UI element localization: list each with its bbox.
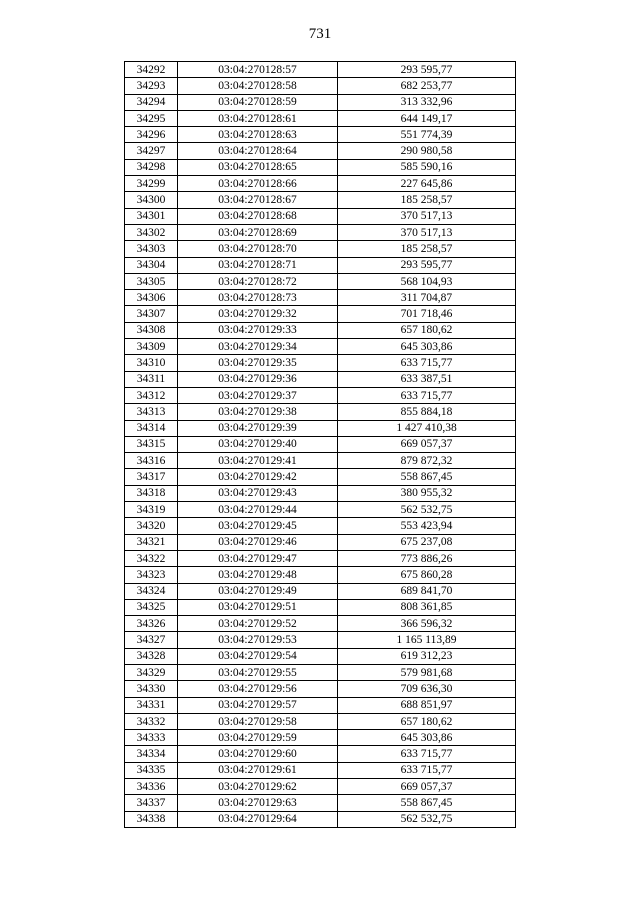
cadastral-value-cell: 688 851,97 [338, 697, 516, 713]
cadastral-value-cell: 657 180,62 [338, 322, 516, 338]
table-row [125, 502, 516, 518]
table-row [125, 583, 516, 599]
cadastral-value-cell: 657 180,62 [338, 713, 516, 729]
cadastral-number-cell: 03:04:270129:38 [178, 404, 338, 420]
row-number-cell: 34335 [125, 762, 178, 778]
table-row [125, 550, 516, 566]
row-number-cell: 34299 [125, 176, 178, 192]
cadastral-number-cell: 03:04:270129:59 [178, 730, 338, 746]
table-row [125, 387, 516, 403]
cadastral-value-cell: 633 387,51 [338, 371, 516, 387]
cadastral-value-cell: 370 517,13 [338, 224, 516, 240]
row-number-cell: 34328 [125, 648, 178, 664]
row-number-cell: 34293 [125, 78, 178, 94]
table-row [125, 241, 516, 257]
cadastral-value-cell: 645 303,86 [338, 339, 516, 355]
cadastral-value-cell: 675 860,28 [338, 567, 516, 583]
table-row [125, 176, 516, 192]
table-row [125, 290, 516, 306]
table-row [125, 110, 516, 126]
table-row [125, 453, 516, 469]
table-row [125, 567, 516, 583]
row-number-cell: 34326 [125, 616, 178, 632]
table-row [125, 746, 516, 762]
page-number: 731 [308, 26, 332, 42]
row-number-cell: 34309 [125, 339, 178, 355]
table-row [125, 485, 516, 501]
cadastral-number-cell: 03:04:270128:67 [178, 192, 338, 208]
table-row [125, 648, 516, 664]
cadastral-number-cell: 03:04:270128:59 [178, 94, 338, 110]
cadastral-value-cell: 709 636,30 [338, 681, 516, 697]
cadastral-number-cell: 03:04:270129:54 [178, 648, 338, 664]
table-row [125, 795, 516, 811]
table-row [125, 616, 516, 632]
cadastral-value-cell: 855 884,18 [338, 404, 516, 420]
cadastral-number-cell: 03:04:270129:35 [178, 355, 338, 371]
row-number-cell: 34322 [125, 550, 178, 566]
cadastral-number-cell: 03:04:270129:43 [178, 485, 338, 501]
cadastral-value-cell: 669 057,37 [338, 779, 516, 795]
cadastral-value-cell: 293 595,77 [338, 62, 516, 78]
cadastral-value-cell: 644 149,17 [338, 110, 516, 126]
row-number-cell: 34320 [125, 518, 178, 534]
cadastral-value-cell: 619 312,23 [338, 648, 516, 664]
cadastral-value-cell: 227 645,86 [338, 176, 516, 192]
row-number-cell: 34298 [125, 159, 178, 175]
cadastral-number-cell: 03:04:270129:33 [178, 322, 338, 338]
table-row [125, 143, 516, 159]
cadastral-number-cell: 03:04:270129:47 [178, 550, 338, 566]
row-number-cell: 34306 [125, 290, 178, 306]
table-row [125, 697, 516, 713]
cadastral-number-cell: 03:04:270129:40 [178, 436, 338, 452]
row-number-cell: 34315 [125, 436, 178, 452]
cadastral-number-cell: 03:04:270129:49 [178, 583, 338, 599]
row-number-cell: 34314 [125, 420, 178, 436]
table-row [125, 762, 516, 778]
cadastral-value-cell: 669 057,37 [338, 436, 516, 452]
row-number-cell: 34334 [125, 746, 178, 762]
table-row [125, 811, 516, 827]
cadastral-number-cell: 03:04:270129:60 [178, 746, 338, 762]
cadastral-number-cell: 03:04:270129:39 [178, 420, 338, 436]
cadastral-value-cell: 585 590,16 [338, 159, 516, 175]
cadastral-number-cell: 03:04:270128:61 [178, 110, 338, 126]
cadastral-number-cell: 03:04:270129:62 [178, 779, 338, 795]
cadastral-value-cell: 553 423,94 [338, 518, 516, 534]
cadastral-number-cell: 03:04:270129:57 [178, 697, 338, 713]
cadastral-number-cell: 03:04:270129:53 [178, 632, 338, 648]
cadastral-number-cell: 03:04:270129:45 [178, 518, 338, 534]
table-row [125, 534, 516, 550]
cadastral-value-cell: 562 532,75 [338, 502, 516, 518]
table-row [125, 306, 516, 322]
cadastral-number-cell: 03:04:270128:73 [178, 290, 338, 306]
row-number-cell: 34297 [125, 143, 178, 159]
cadastral-value-cell: 1 165 113,89 [338, 632, 516, 648]
row-number-cell: 34295 [125, 110, 178, 126]
cadastral-number-cell: 03:04:270129:37 [178, 387, 338, 403]
cadastral-value-cell: 370 517,13 [338, 208, 516, 224]
row-number-cell: 34332 [125, 713, 178, 729]
row-number-cell: 34337 [125, 795, 178, 811]
cadastral-value-cell: 879 872,32 [338, 453, 516, 469]
row-number-cell: 34307 [125, 306, 178, 322]
table-row [125, 127, 516, 143]
table-row [125, 404, 516, 420]
cadastral-number-cell: 03:04:270129:42 [178, 469, 338, 485]
cadastral-number-cell: 03:04:270128:69 [178, 224, 338, 240]
cadastral-value-cell: 645 303,86 [338, 730, 516, 746]
row-number-cell: 34331 [125, 697, 178, 713]
row-number-cell: 34310 [125, 355, 178, 371]
row-number-cell: 34296 [125, 127, 178, 143]
cadastral-number-cell: 03:04:270129:32 [178, 306, 338, 322]
table-row [125, 208, 516, 224]
row-number-cell: 34311 [125, 371, 178, 387]
cadastral-value-cell: 633 715,77 [338, 762, 516, 778]
table-row [125, 355, 516, 371]
cadastral-value-cell: 568 104,93 [338, 273, 516, 289]
cadastral-number-cell: 03:04:270128:72 [178, 273, 338, 289]
table-row [125, 273, 516, 289]
cadastral-value-cell: 689 841,70 [338, 583, 516, 599]
table-row [125, 224, 516, 240]
cadastral-value-cell: 633 715,77 [338, 746, 516, 762]
cadastral-value-cell: 558 867,45 [338, 795, 516, 811]
table-row [125, 681, 516, 697]
table-row [125, 159, 516, 175]
cadastral-value-cell: 366 596,32 [338, 616, 516, 632]
table-row [125, 257, 516, 273]
cadastral-value-cell: 290 980,58 [338, 143, 516, 159]
cadastral-number-cell: 03:04:270128:65 [178, 159, 338, 175]
row-number-cell: 34317 [125, 469, 178, 485]
cadastral-value-cell: 579 981,68 [338, 664, 516, 680]
row-number-cell: 34303 [125, 241, 178, 257]
cadastral-number-cell: 03:04:270128:58 [178, 78, 338, 94]
table-row [125, 62, 516, 78]
cadastral-value-cell: 562 532,75 [338, 811, 516, 827]
row-number-cell: 34325 [125, 599, 178, 615]
row-number-cell: 34305 [125, 273, 178, 289]
table-row [125, 436, 516, 452]
row-number-cell: 34329 [125, 664, 178, 680]
table-row [125, 94, 516, 110]
cadastral-number-cell: 03:04:270129:56 [178, 681, 338, 697]
cadastral-number-cell: 03:04:270129:36 [178, 371, 338, 387]
cadastral-number-cell: 03:04:270128:66 [178, 176, 338, 192]
row-number-cell: 34336 [125, 779, 178, 795]
table-row [125, 599, 516, 615]
cadastral-value-cell: 773 886,26 [338, 550, 516, 566]
row-number-cell: 34319 [125, 502, 178, 518]
cadastral-number-cell: 03:04:270128:70 [178, 241, 338, 257]
cadastral-number-cell: 03:04:270129:55 [178, 664, 338, 680]
table-row [125, 78, 516, 94]
cadastral-value-cell: 185 258,57 [338, 192, 516, 208]
row-number-cell: 34313 [125, 404, 178, 420]
cadastral-number-cell: 03:04:270128:63 [178, 127, 338, 143]
row-number-cell: 34330 [125, 681, 178, 697]
table-row [125, 420, 516, 436]
cadastral-value-table [124, 61, 516, 828]
table-body [125, 62, 516, 828]
row-number-cell: 34321 [125, 534, 178, 550]
row-number-cell: 34308 [125, 322, 178, 338]
cadastral-value-cell: 185 258,57 [338, 241, 516, 257]
table-row [125, 632, 516, 648]
cadastral-number-cell: 03:04:270129:46 [178, 534, 338, 550]
row-number-cell: 34294 [125, 94, 178, 110]
row-number-cell: 34327 [125, 632, 178, 648]
table-row [125, 779, 516, 795]
cadastral-number-cell: 03:04:270129:58 [178, 713, 338, 729]
cadastral-value-cell: 558 867,45 [338, 469, 516, 485]
cadastral-value-cell: 633 715,77 [338, 355, 516, 371]
table-row [125, 192, 516, 208]
cadastral-value-cell: 551 774,39 [338, 127, 516, 143]
row-number-cell: 34304 [125, 257, 178, 273]
table-row [125, 469, 516, 485]
table-row [125, 518, 516, 534]
cadastral-value-cell: 682 253,77 [338, 78, 516, 94]
table-row [125, 713, 516, 729]
table-row [125, 339, 516, 355]
cadastral-number-cell: 03:04:270129:52 [178, 616, 338, 632]
cadastral-value-cell: 633 715,77 [338, 387, 516, 403]
cadastral-number-cell: 03:04:270129:51 [178, 599, 338, 615]
row-number-cell: 34338 [125, 811, 178, 827]
cadastral-number-cell: 03:04:270128:71 [178, 257, 338, 273]
table-row [125, 664, 516, 680]
cadastral-value-cell: 701 718,46 [338, 306, 516, 322]
row-number-cell: 34301 [125, 208, 178, 224]
cadastral-number-cell: 03:04:270129:34 [178, 339, 338, 355]
cadastral-number-cell: 03:04:270128:64 [178, 143, 338, 159]
cadastral-number-cell: 03:04:270129:44 [178, 502, 338, 518]
row-number-cell: 34316 [125, 453, 178, 469]
cadastral-value-cell: 675 237,08 [338, 534, 516, 550]
row-number-cell: 34324 [125, 583, 178, 599]
row-number-cell: 34318 [125, 485, 178, 501]
row-number-cell: 34323 [125, 567, 178, 583]
table-row [125, 730, 516, 746]
cadastral-value-cell: 1 427 410,38 [338, 420, 516, 436]
row-number-cell: 34312 [125, 387, 178, 403]
cadastral-value-cell: 380 955,32 [338, 485, 516, 501]
row-number-cell: 34292 [125, 62, 178, 78]
cadastral-number-cell: 03:04:270129:41 [178, 453, 338, 469]
row-number-cell: 34333 [125, 730, 178, 746]
table-row [125, 371, 516, 387]
cadastral-number-cell: 03:04:270129:63 [178, 795, 338, 811]
cadastral-value-cell: 293 595,77 [338, 257, 516, 273]
cadastral-number-cell: 03:04:270129:61 [178, 762, 338, 778]
row-number-cell: 34300 [125, 192, 178, 208]
cadastral-value-cell: 313 332,96 [338, 94, 516, 110]
cadastral-number-cell: 03:04:270129:64 [178, 811, 338, 827]
cadastral-number-cell: 03:04:270128:57 [178, 62, 338, 78]
table-row [125, 322, 516, 338]
cadastral-value-cell: 808 361,85 [338, 599, 516, 615]
cadastral-number-cell: 03:04:270129:48 [178, 567, 338, 583]
cadastral-value-cell: 311 704,87 [338, 290, 516, 306]
cadastral-number-cell: 03:04:270128:68 [178, 208, 338, 224]
row-number-cell: 34302 [125, 224, 178, 240]
